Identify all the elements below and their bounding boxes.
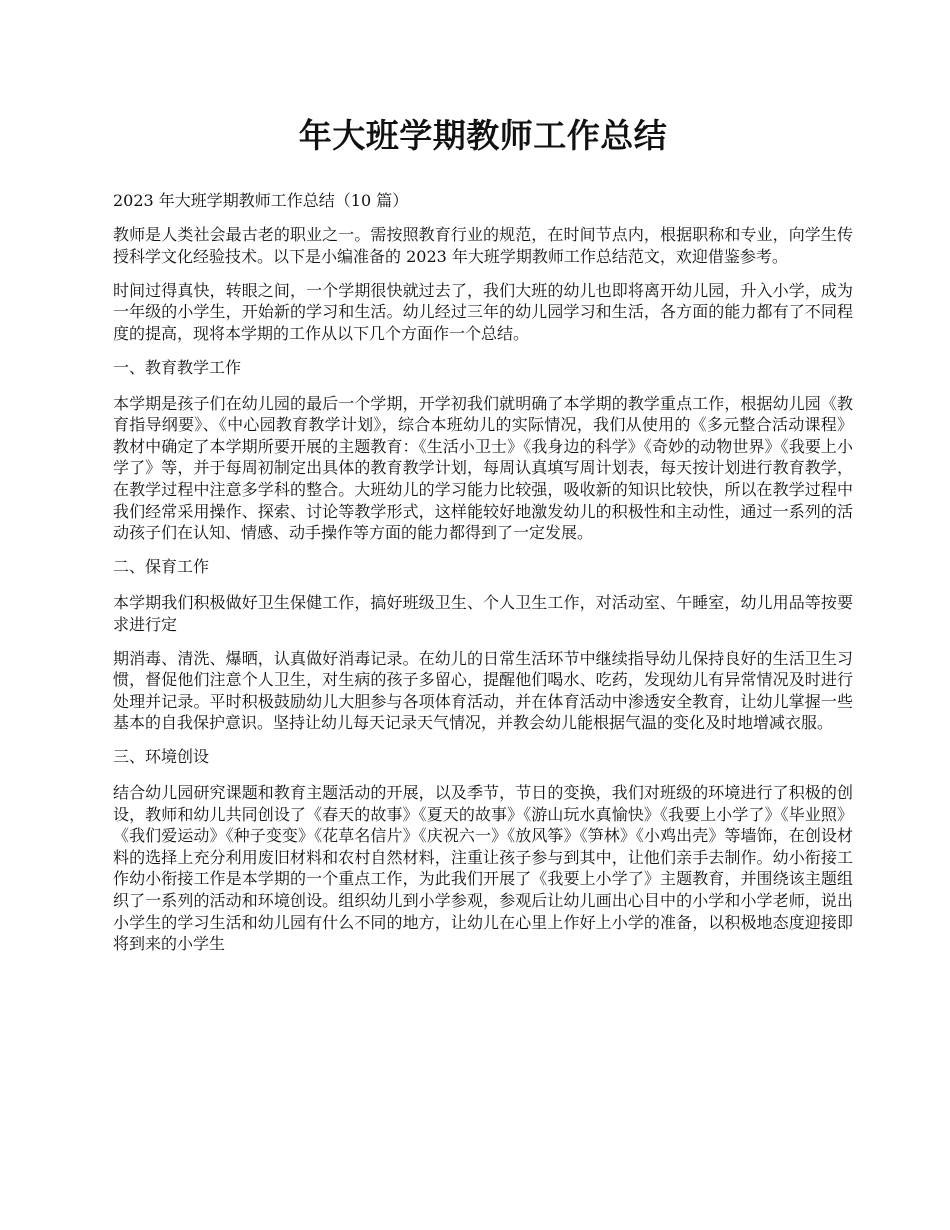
document-title: 年大班学期教师工作总结 xyxy=(298,116,668,155)
document-page xyxy=(113,112,853,967)
section-heading-care: 二、保育工作 xyxy=(113,557,210,577)
section-paragraph-care-2: 期消毒、清洗、爆晒，认真做好消毒记录。在幼儿的日常生活环节中继续指导幼儿保持良好的生活卫生习惯，督促他们注意个人卫生，对生病的孩子多留心，提醒他们喝水、吃药，发现幼儿有异常情况及时进行处理并记录。平时积极鼓励幼儿大胆参与各项体育活动，并在体育活动中渗透安全教育，让幼儿掌握一些基本的自我保护意识。坚持让幼儿每天记录天气情况，并教会幼儿能根据气温的变化及时地增减衣服。 xyxy=(113,648,853,733)
opening-paragraph: 时间过得真快，转眼之间，一个学期很快就过去了，我们大班的幼儿也即将离开幼儿园，升入小学，成为一年级的小学生，开始新的学习和生活。幼儿经过三年的幼儿园学习和生活，各方面的能力都有了不同程度的提高，现将本学期的工作从以下几个方面作一个总结。 xyxy=(113,280,853,343)
section-paragraph-care-1: 本学期我们积极做好卫生保健工作，搞好班级卫生、个人卫生工作，对活动室、午睡室，幼儿用品等按要求进行定 xyxy=(113,592,853,634)
section-paragraph-environment: 结合幼儿园研究课题和教育主题活动的开展，以及季节，节日的变换，我们对班级的环境进行了积极的创设，教师和幼儿共同创设了《春天的故事》《夏天的故事》《游山玩水真愉快》《我要上小学了》《毕业照》《我们爱运动》《种子变变》《花草名信片》《庆祝六一》《放风筝》《笋林》《小鸡出壳》等墙饰，在创设材料的选择上充分利用废旧材料和农村自然材料，注重让孩子参与到其中，让他们亲手去制作。幼小衔接工作幼小衔接工作是本学期的一个重点工作，为此我们开展了《我要上小学了》主题教育，并围绕该主题组织了一系列的活动和环境创设。组织幼儿到小学参观，参观后让幼儿画出心目中的小学和小学老师，说出小学生的学习生活和幼儿园有什么不同的地方，让幼儿在心里上作好上小学的准备，以积极地态度迎接即将到来的小学生 xyxy=(113,783,853,954)
section-heading-environment: 三、环境创设 xyxy=(113,747,210,767)
section-heading-teaching: 一、教育教学工作 xyxy=(113,358,242,378)
section-paragraph-teaching: 本学期是孩子们在幼儿园的最后一个学期，开学初我们就明确了本学期的教学重点工作，根据幼儿园《教育指导纲要》、《中心园教育教学计划》，综合本班幼儿的实际情况，我们从使用的《多元整合活动课程》教材中确定了本学期所要开展的主题教育：《生活小卫士》《我身边的科学》《奇妙的动物世界》《我要上小学了》等，并于每周初制定出具体的教育教学计划，每周认真填写周计划表，每天按计划进行教育教学，在教学过程中注意多学科的整合。大班幼儿的学习能力比较强，吸收新的知识比较快，所以在教学过程中我们经常采用操作、探索、讨论等教学形式，这样能较好地激发幼儿的积极性和主动性，通过一系列的活动孩子们在认知、情感、动手操作等方面的能力都得到了一定发展。 xyxy=(113,393,853,543)
intro-paragraph: 教师是人类社会最古老的职业之一。需按照教育行业的规范，在时间节点内，根据职称和专业，向学生传授科学文化经验技术。以下是小编准备的 2023 年大班学期教师工作总结范文，欢迎借鉴参考。 xyxy=(113,225,853,266)
document-subtitle: 2023 年大班学期教师工作总结（10 篇） xyxy=(113,191,409,210)
